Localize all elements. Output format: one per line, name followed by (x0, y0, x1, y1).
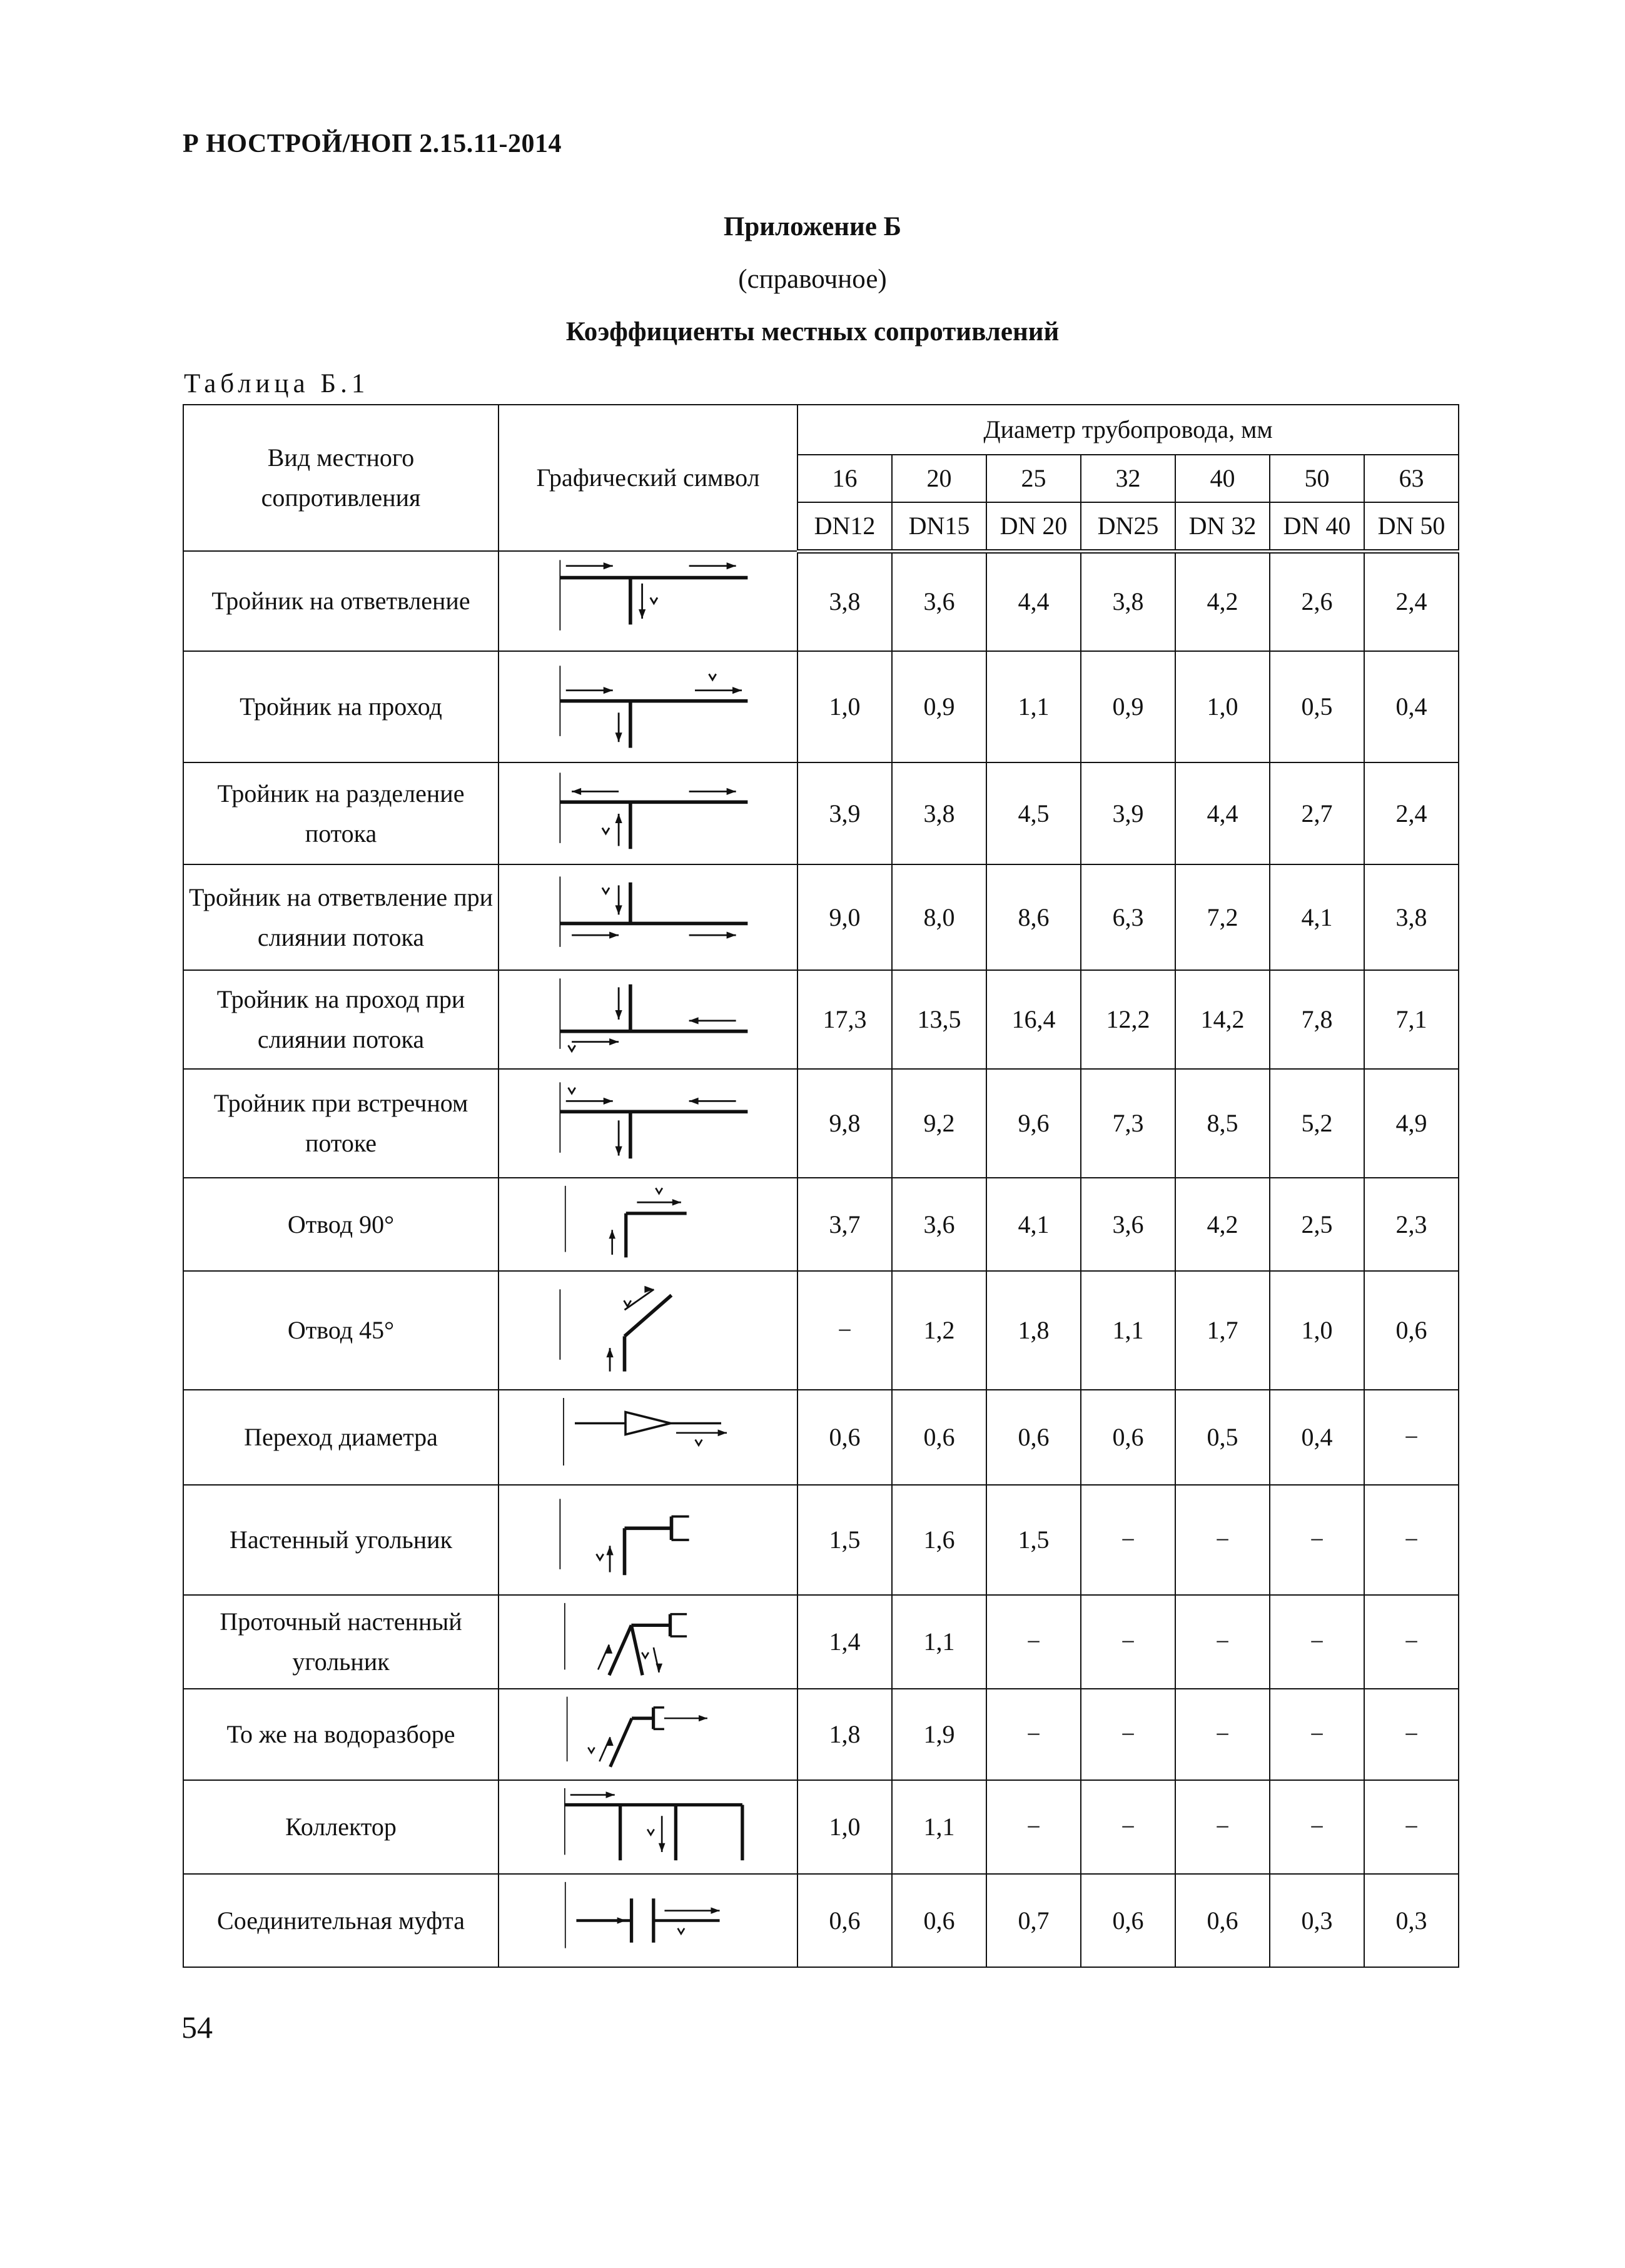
header-diameter-value: 63 (1364, 455, 1459, 502)
tee-pass-symbol (529, 660, 767, 754)
coefficient-cell: − (1175, 1485, 1270, 1595)
fitting-name: Соединительная муфта (183, 1874, 499, 1967)
manifold-symbol (529, 1783, 767, 1871)
coefficient-cell: 1,5 (986, 1485, 1081, 1595)
coefficient-cell: 2,7 (1270, 762, 1364, 864)
coefficient-cell: 4,2 (1175, 1178, 1270, 1271)
fitting-symbol-cell (499, 1069, 797, 1178)
wall-elbow-outlet-symbol (529, 1691, 767, 1778)
coefficient-cell: 1,1 (892, 1780, 986, 1874)
coefficient-cell: 0,6 (892, 1390, 986, 1485)
coefficient-cell: 2,3 (1364, 1178, 1459, 1271)
fitting-symbol-cell (499, 1178, 797, 1271)
flow-wall-elbow-symbol (529, 1597, 767, 1686)
coefficient-cell: − (1081, 1595, 1175, 1689)
coefficient-cell: 3,6 (1081, 1178, 1175, 1271)
header-dn-value: DN 50 (1364, 502, 1459, 551)
coefficient-cell: 1,5 (797, 1485, 892, 1595)
fitting-symbol-cell (499, 1485, 797, 1595)
header-dn-value: DN25 (1081, 502, 1175, 551)
coefficient-cell: − (986, 1689, 1081, 1780)
fitting-name: Тройник на проход (183, 651, 499, 762)
coefficient-cell: 1,7 (1175, 1271, 1270, 1390)
coefficient-cell: 3,8 (1081, 551, 1175, 651)
coefficient-cell: − (797, 1271, 892, 1390)
reducer-symbol (529, 1392, 767, 1482)
coefficient-cell: − (1364, 1780, 1459, 1874)
coefficient-cell: 0,5 (1270, 651, 1364, 762)
coefficient-cell: − (1175, 1780, 1270, 1874)
coefficients-table (183, 404, 1459, 1968)
coefficient-cell: 0,4 (1270, 1390, 1364, 1485)
header-diameter-value: 25 (986, 455, 1081, 502)
coefficient-cell: 8,0 (892, 864, 986, 970)
fitting-name: Настенный угольник (183, 1485, 499, 1595)
coefficient-cell: 5,2 (1270, 1069, 1364, 1178)
coefficient-cell: 4,2 (1175, 551, 1270, 651)
coefficient-cell: 1,0 (797, 1780, 892, 1874)
table-row (183, 551, 1459, 651)
coefficient-cell: − (1270, 1595, 1364, 1689)
appendix-subtitle: (справочное) (738, 265, 887, 294)
coefficient-cell: 14,2 (1175, 970, 1270, 1069)
coupling-symbol (529, 1876, 767, 1965)
table-row (183, 1178, 1459, 1271)
coefficient-cell: 7,3 (1081, 1069, 1175, 1178)
header-diameter-value: 32 (1081, 455, 1175, 502)
fitting-name: Тройник на разделение потока (183, 762, 499, 864)
coefficient-cell: 3,6 (892, 551, 986, 651)
table-row (183, 1271, 1459, 1390)
coefficient-cell: 2,6 (1270, 551, 1364, 651)
coefficient-cell: 9,6 (986, 1069, 1081, 1178)
coefficient-cell: 9,8 (797, 1069, 892, 1178)
fitting-symbol-cell (499, 1271, 797, 1390)
header-type: Вид местного сопротивления (183, 405, 499, 551)
header-dn-value: DN15 (892, 502, 986, 551)
coefficient-cell: 4,9 (1364, 1069, 1459, 1178)
table-caption: Таблица Б.1 (184, 369, 370, 398)
coefficient-cell: − (1081, 1485, 1175, 1595)
header-diameter-value: 16 (797, 455, 892, 502)
table-row (183, 970, 1459, 1069)
appendix-title: Приложение Б (723, 212, 902, 241)
coefficient-cell: − (1364, 1595, 1459, 1689)
fitting-symbol-cell (499, 762, 797, 864)
coefficient-cell: − (1081, 1689, 1175, 1780)
coefficient-cell: 2,4 (1364, 551, 1459, 651)
coefficient-cell: 7,1 (1364, 970, 1459, 1069)
coefficient-cell: 0,6 (986, 1390, 1081, 1485)
coefficient-cell: 1,1 (1081, 1271, 1175, 1390)
fitting-symbol-cell (499, 1595, 797, 1689)
tee-branch-symbol (529, 554, 767, 648)
tee-split-symbol (529, 767, 767, 861)
coefficient-cell: 1,6 (892, 1485, 986, 1595)
header-diameter-value: 20 (892, 455, 986, 502)
coefficient-cell: 17,3 (797, 970, 892, 1069)
table-row (183, 864, 1459, 970)
coefficient-cell: 0,4 (1364, 651, 1459, 762)
fitting-name: Отвод 45° (183, 1271, 499, 1390)
header-dn-value: DN 40 (1270, 502, 1364, 551)
header-dn-value: DN 20 (986, 502, 1081, 551)
fitting-symbol-cell (499, 551, 797, 651)
table-row (183, 1485, 1459, 1595)
fitting-symbol-cell (499, 1689, 797, 1780)
page-number: 54 (181, 2010, 213, 2045)
coefficient-cell: − (1175, 1689, 1270, 1780)
coefficient-cell: 1,1 (986, 651, 1081, 762)
coefficient-cell: − (1364, 1485, 1459, 1595)
coefficient-cell: 0,6 (1175, 1874, 1270, 1967)
tee-counterflow-symbol (529, 1076, 767, 1170)
tee-branch-merge-symbol (529, 871, 767, 964)
fitting-name: Коллектор (183, 1780, 499, 1874)
tee-pass-merge-symbol (529, 973, 767, 1066)
fitting-name: Тройник на ответвление (183, 551, 499, 651)
header-diameter-value: 50 (1270, 455, 1364, 502)
coefficient-cell: 3,6 (892, 1178, 986, 1271)
coefficient-cell: 3,8 (797, 551, 892, 651)
coefficient-cell: 3,9 (1081, 762, 1175, 864)
coefficient-cell: 0,6 (1081, 1874, 1175, 1967)
elbow-90-symbol (529, 1180, 767, 1268)
coefficient-cell: 0,6 (797, 1874, 892, 1967)
coefficient-cell: 0,9 (892, 651, 986, 762)
coefficient-cell: 9,2 (892, 1069, 986, 1178)
coefficient-cell: 8,5 (1175, 1069, 1270, 1178)
coefficient-cell: − (1270, 1689, 1364, 1780)
coefficient-cell: 9,0 (797, 864, 892, 970)
table-row (183, 762, 1459, 864)
coefficient-cell: 3,8 (892, 762, 986, 864)
coefficient-cell: 0,5 (1175, 1390, 1270, 1485)
coefficient-cell: 12,2 (1081, 970, 1175, 1069)
fitting-name: Проточный настенный угольник (183, 1595, 499, 1689)
elbow-45-symbol (529, 1283, 767, 1377)
table-row (183, 1069, 1459, 1178)
fitting-symbol-cell (499, 651, 797, 762)
coefficient-cell: − (1270, 1485, 1364, 1595)
header-diameter-value: 40 (1175, 455, 1270, 502)
header-diameter: Диаметр трубопровода, мм (797, 405, 1459, 455)
coefficient-cell: − (986, 1595, 1081, 1689)
coefficient-cell: 0,9 (1081, 651, 1175, 762)
fitting-symbol-cell (499, 1780, 797, 1874)
coefficient-cell: 3,7 (797, 1178, 892, 1271)
coefficient-cell: 0,3 (1364, 1874, 1459, 1967)
fitting-symbol-cell (499, 970, 797, 1069)
coefficient-cell: 4,4 (986, 551, 1081, 651)
coefficient-cell: 4,4 (1175, 762, 1270, 864)
header-dn-value: DN12 (797, 502, 892, 551)
coefficient-cell: − (1270, 1780, 1364, 1874)
fitting-name: Переход диаметра (183, 1390, 499, 1485)
coefficient-cell: 2,4 (1364, 762, 1459, 864)
coefficient-cell: 1,2 (892, 1271, 986, 1390)
coefficient-cell: 4,5 (986, 762, 1081, 864)
coefficient-cell: 4,1 (986, 1178, 1081, 1271)
section-title: Коэффициенты местных сопротивлений (565, 317, 1060, 347)
coefficient-cell: − (1364, 1390, 1459, 1485)
fitting-symbol-cell (499, 864, 797, 970)
coefficient-cell: − (1175, 1595, 1270, 1689)
coefficient-cell: 1,8 (797, 1689, 892, 1780)
coefficient-cell: 1,9 (892, 1689, 986, 1780)
table-row (183, 651, 1459, 762)
coefficient-cell: 0,7 (986, 1874, 1081, 1967)
coefficient-cell: 3,8 (1364, 864, 1459, 970)
coefficient-cell: 4,1 (1270, 864, 1364, 970)
coefficient-cell: 1,0 (797, 651, 892, 762)
coefficient-cell: 2,5 (1270, 1178, 1364, 1271)
fitting-name: Тройник на ответвление при слиянии потока (183, 864, 499, 970)
fitting-symbol-cell (499, 1390, 797, 1485)
coefficient-cell: 0,3 (1270, 1874, 1364, 1967)
coefficient-cell: 16,4 (986, 970, 1081, 1069)
coefficient-cell: − (986, 1780, 1081, 1874)
coefficient-cell: 0,6 (1364, 1271, 1459, 1390)
coefficient-cell: 1,0 (1270, 1271, 1364, 1390)
coefficient-cell: 13,5 (892, 970, 986, 1069)
coefficient-cell: 0,6 (797, 1390, 892, 1485)
header-dn-value: DN 32 (1175, 502, 1270, 551)
coefficient-cell: 8,6 (986, 864, 1081, 970)
fitting-name: Тройник при встречном потоке (183, 1069, 499, 1178)
header-symbol: Графический символ (499, 405, 797, 551)
wall-elbow-symbol (529, 1493, 767, 1587)
coefficient-cell: 0,6 (1081, 1390, 1175, 1485)
fitting-name: Отвод 90° (183, 1178, 499, 1271)
coefficient-cell: 0,6 (892, 1874, 986, 1967)
table-row (183, 1780, 1459, 1874)
document-code: Р НОСТРОЙ/НОП 2.15.11-2014 (183, 129, 562, 158)
coefficient-cell: 1,4 (797, 1595, 892, 1689)
fitting-symbol-cell (499, 1874, 797, 1967)
coefficient-cell: 7,2 (1175, 864, 1270, 970)
table-row (183, 1595, 1459, 1689)
fitting-name: То же на водоразборе (183, 1689, 499, 1780)
coefficient-cell: 1,0 (1175, 651, 1270, 762)
coefficient-cell: − (1081, 1780, 1175, 1874)
coefficient-cell: 3,9 (797, 762, 892, 864)
fitting-name: Тройник на проход при слиянии потока (183, 970, 499, 1069)
table-row (183, 1874, 1459, 1967)
coefficient-cell: − (1364, 1689, 1459, 1780)
coefficient-cell: 1,1 (892, 1595, 986, 1689)
coefficient-cell: 1,8 (986, 1271, 1081, 1390)
coefficient-cell: 6,3 (1081, 864, 1175, 970)
table-row (183, 1689, 1459, 1780)
coefficient-cell: 7,8 (1270, 970, 1364, 1069)
table-row (183, 1390, 1459, 1485)
